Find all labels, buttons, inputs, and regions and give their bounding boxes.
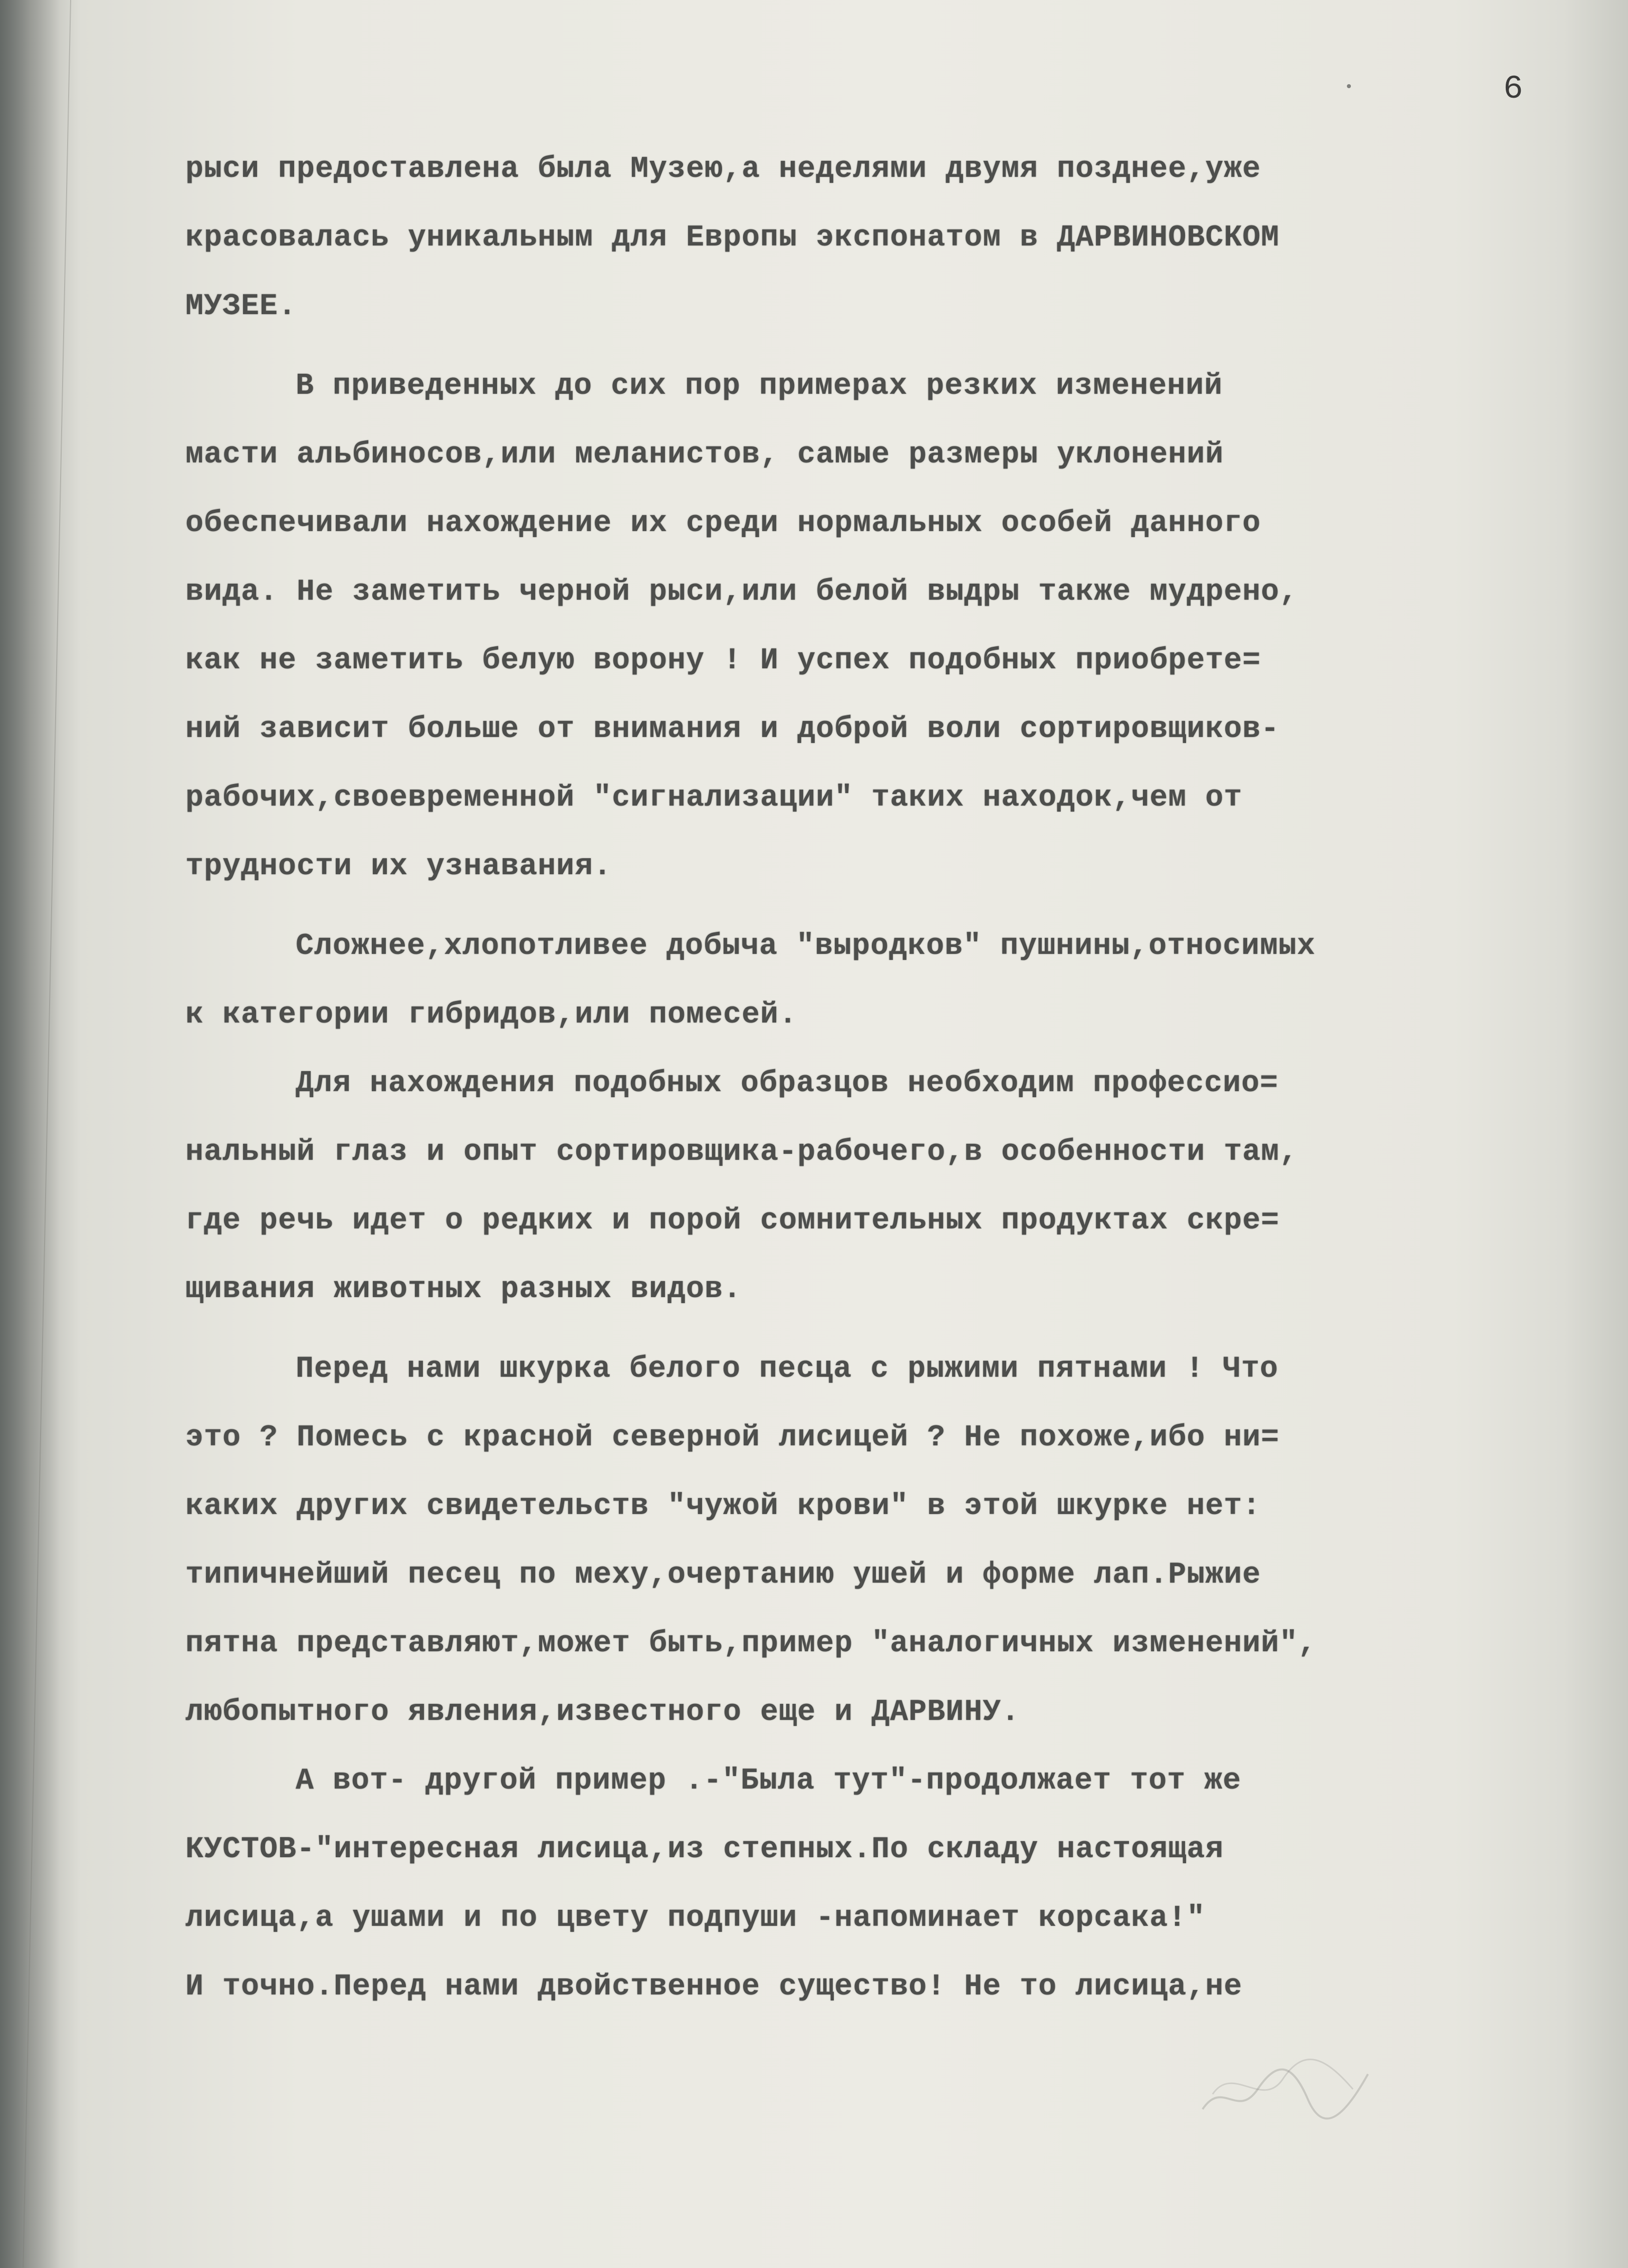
paragraph <box>185 1747 1538 2022</box>
text-line: нальный глаз и опыт сортировщика-рабочего,в особенности там, <box>185 1135 1298 1169</box>
text-line: обеспечивали нахождение их среди нормальных особей данного <box>185 507 1261 541</box>
text-line: типичнейший песец по меху,очертанию ушей и форме лап.Рыжие <box>185 1558 1261 1592</box>
paragraph <box>185 1335 1538 1747</box>
paragraph <box>185 352 1538 901</box>
text-line: к категории гибридов,или помесей. <box>185 998 798 1032</box>
paragraph <box>185 1050 1538 1324</box>
text-line: И точно.Перед нами двойственное существо! Не то лисица,не <box>185 1970 1243 2004</box>
text-line: рыси предоставлена была Музею,а неделями двумя позднее,уже <box>185 152 1261 186</box>
text-line: ний зависит больше от внимания и доброй воли сортировщиков- <box>185 712 1280 746</box>
text-line: Сложнее,хлопотливее добыча "выродков" пушнины,относимых <box>296 929 1316 963</box>
text-line: Перед нами шкурка белого песца с рыжими пятнами ! Что <box>296 1352 1279 1386</box>
text-line: А вот- другой пример .-"Была тут"-продолжает тот же <box>296 1764 1242 1798</box>
text-line: любопытного явления,известного еще и ДАРВИНУ. <box>185 1695 1020 1729</box>
text-line: щивания животных разных видов. <box>185 1273 742 1307</box>
text-line: как не заметить белую ворону ! И успех подобных приобрете= <box>185 644 1261 678</box>
typewritten-body <box>185 135 1538 2022</box>
text-line: где речь идет о редких и порой сомнительных продуктах скре= <box>185 1204 1280 1238</box>
paragraph <box>185 912 1538 1050</box>
text-line: пятна представляют,может быть,пример "аналогичных изменений", <box>185 1627 1317 1661</box>
text-line: лисица,а ушами и по цвету подпуши -напоминает корсака!" <box>185 1901 1206 1935</box>
text-line: КУСТОВ-"интересная лисица,из степных.По складу настоящая <box>185 1833 1224 1867</box>
text-line: красовалась уникальным для Европы экспонатом в ДАРВИНОВСКОМ <box>185 221 1280 255</box>
text-line: В приведенных до сих пор примерах резких изменений <box>296 369 1223 403</box>
page-number: 6 <box>1503 70 1523 108</box>
text-line: вида. Не заметить черной рыси,или белой выдры также мудрено, <box>185 575 1298 609</box>
text-line: масти альбиносов,или меланистов, самые размеры уклонений <box>185 438 1224 472</box>
pencil-dot <box>1347 84 1351 88</box>
text-line: рабочих,своевременной "сигнализации" таких находок,чем от <box>185 781 1243 815</box>
text-line: каких других свидетельств "чужой крови" в этой шкурке нет: <box>185 1489 1261 1524</box>
text-line: трудности их узнавания. <box>185 850 612 884</box>
text-line: Для нахождения подобных образцов необходим профессио= <box>296 1067 1279 1101</box>
paragraph <box>185 135 1538 341</box>
pencil-scribble <box>1193 2034 1383 2134</box>
text-line: МУЗЕЕ. <box>185 290 297 324</box>
text-line: это ? Помесь с красной северной лисицей ? Не похоже,ибо ни= <box>185 1421 1280 1455</box>
